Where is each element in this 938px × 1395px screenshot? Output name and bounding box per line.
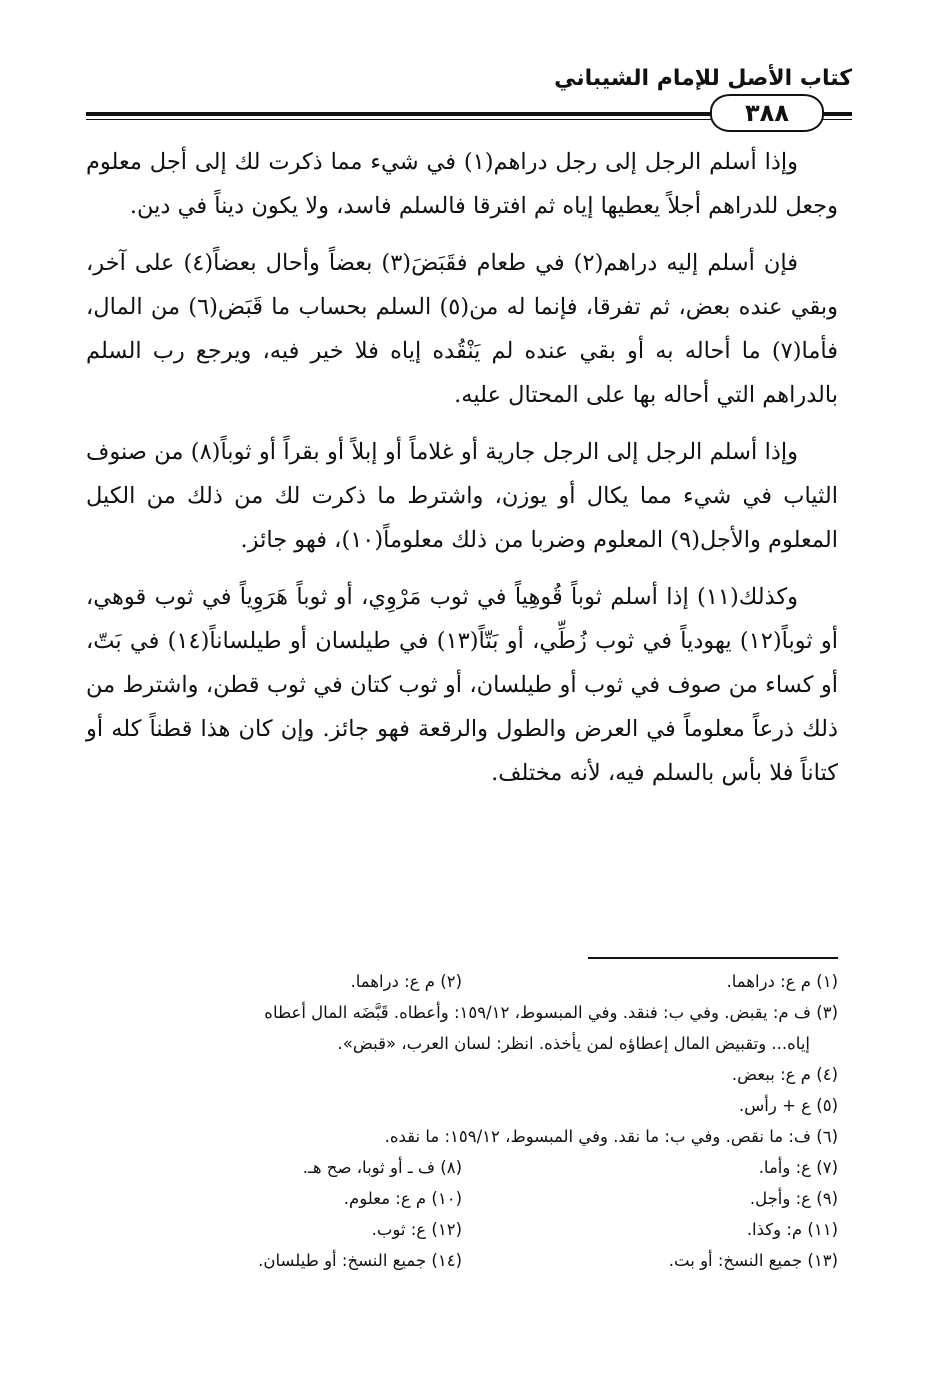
paragraph: فإن أسلم إليه دراهم(٢) في طعام فقَبَضَ(٣) بعضاً وأحال بعضاً(٤) على آخر، وبقي عنده بعض، ثم تفرقا، فإنما له من(٥) السلم بحساب ما قَبَض(٦) من المال، فأما(٧) ما أحاله به أو بقي عنده لم يَنْقُده إياه فلا خير فيه، ويرجع رب السلم بالدراهم التي أحاله بها على المحتال عليه. xyxy=(86,250,838,408)
footnote-13: (١٣) جميع النسخ: أو بت. xyxy=(668,1251,838,1270)
book-title: كتاب الأصل للإمام الشيباني xyxy=(554,66,852,91)
footnote-row xyxy=(86,1214,838,1245)
footnote-12: (١٢) ع: ثوب. xyxy=(371,1220,462,1239)
footnote-4: (٤) م ع: ببعض. xyxy=(731,1065,838,1084)
footnote-3: (٣) ف م: يقبض. وفي ب: فنقد. وفي المبسوط، ١٥٩/١٢: وأعطاه. قَبَّضَه المال أعطاه xyxy=(264,1003,838,1022)
footnote-14: (١٤) جميع النسخ: أو طيلسان. xyxy=(258,1251,462,1270)
footnote-row xyxy=(86,1152,838,1183)
footnote-6: (٦) ف: ما نقص. وفي ب: ما نقد. وفي المبسوط، ١٥٩/١٢: ما نقده. xyxy=(384,1127,838,1146)
page-number-badge: ٣٨٨ xyxy=(710,94,824,132)
footnote-row xyxy=(86,1245,838,1276)
main-text xyxy=(86,140,838,808)
footnote-2: (٢) م ع: دراهما. xyxy=(350,972,462,991)
footnote-8: (٨) ف ـ أو ثوبا، صح هـ. xyxy=(302,1158,462,1177)
footnote-10: (١٠) م ع: معلوم. xyxy=(343,1189,462,1208)
paragraph: وكذلك(١١) إذا أسلم ثوباً قُوهِياً في ثوب مَرْوِي، أو ثوباً هَرَوِياً في ثوب قوهي، أو ثوباً(١٢) يهودياً في ثوب زُطِّي، أو بَتّاً(١٣) في طيلسان أو طيلساناً(١٤) في بَتّ، أو كساء من صوف في ثوب أو طيلسان، أو ثوب كتان في ثوب قطن، واشترط من ذلك ذرعاً معلوماً في العرض والطول والرقعة فهو جائز. وإن كان هذا قطناً كله أو كتاناً فلا بأس بالسلم فيه، لأنه مختلف. xyxy=(86,584,838,786)
paragraph: وإذا أسلم الرجل إلى رجل دراهم(١) في شيء مما ذكرت لك إلى أجل معلوم وجعل للدراهم أجلاً يعطيها إياه ثم افترقا فالسلم فاسد، ولا يكون ديناً في دين. xyxy=(86,149,838,219)
footnote-divider xyxy=(588,957,838,959)
footnote-9: (٩) ع: وأجل. xyxy=(749,1189,838,1208)
footnote-7: (٧) ع: وأما. xyxy=(758,1158,838,1177)
paragraph: وإذا أسلم الرجل إلى الرجل جارية أو غلاماً أو إبلاً أو بقراً أو ثوباً(٨) من صنوف الثياب في شيء مما يكال أو يوزن، واشترط ما ذكرت لك من ذلك من الكيل المعلوم والأجل(٩) المعلوم وضربا من ذلك معلوماً(١٠)، فهو جائز. xyxy=(86,439,838,553)
footnote-11: (١١) م: وكذا. xyxy=(746,1220,838,1239)
footnotes xyxy=(86,966,838,1276)
footnote-row xyxy=(86,1183,838,1214)
footnote-row xyxy=(86,966,838,997)
footnote-5: (٥) ع + رأس. xyxy=(738,1096,838,1115)
footnote-1: (١) م ع: دراهما. xyxy=(726,972,838,991)
footnote-3-continued: إياه... وتقبيض المال إعطاؤه لمن يأخذه. انظر: لسان العرب، «قبض». xyxy=(337,1034,810,1053)
